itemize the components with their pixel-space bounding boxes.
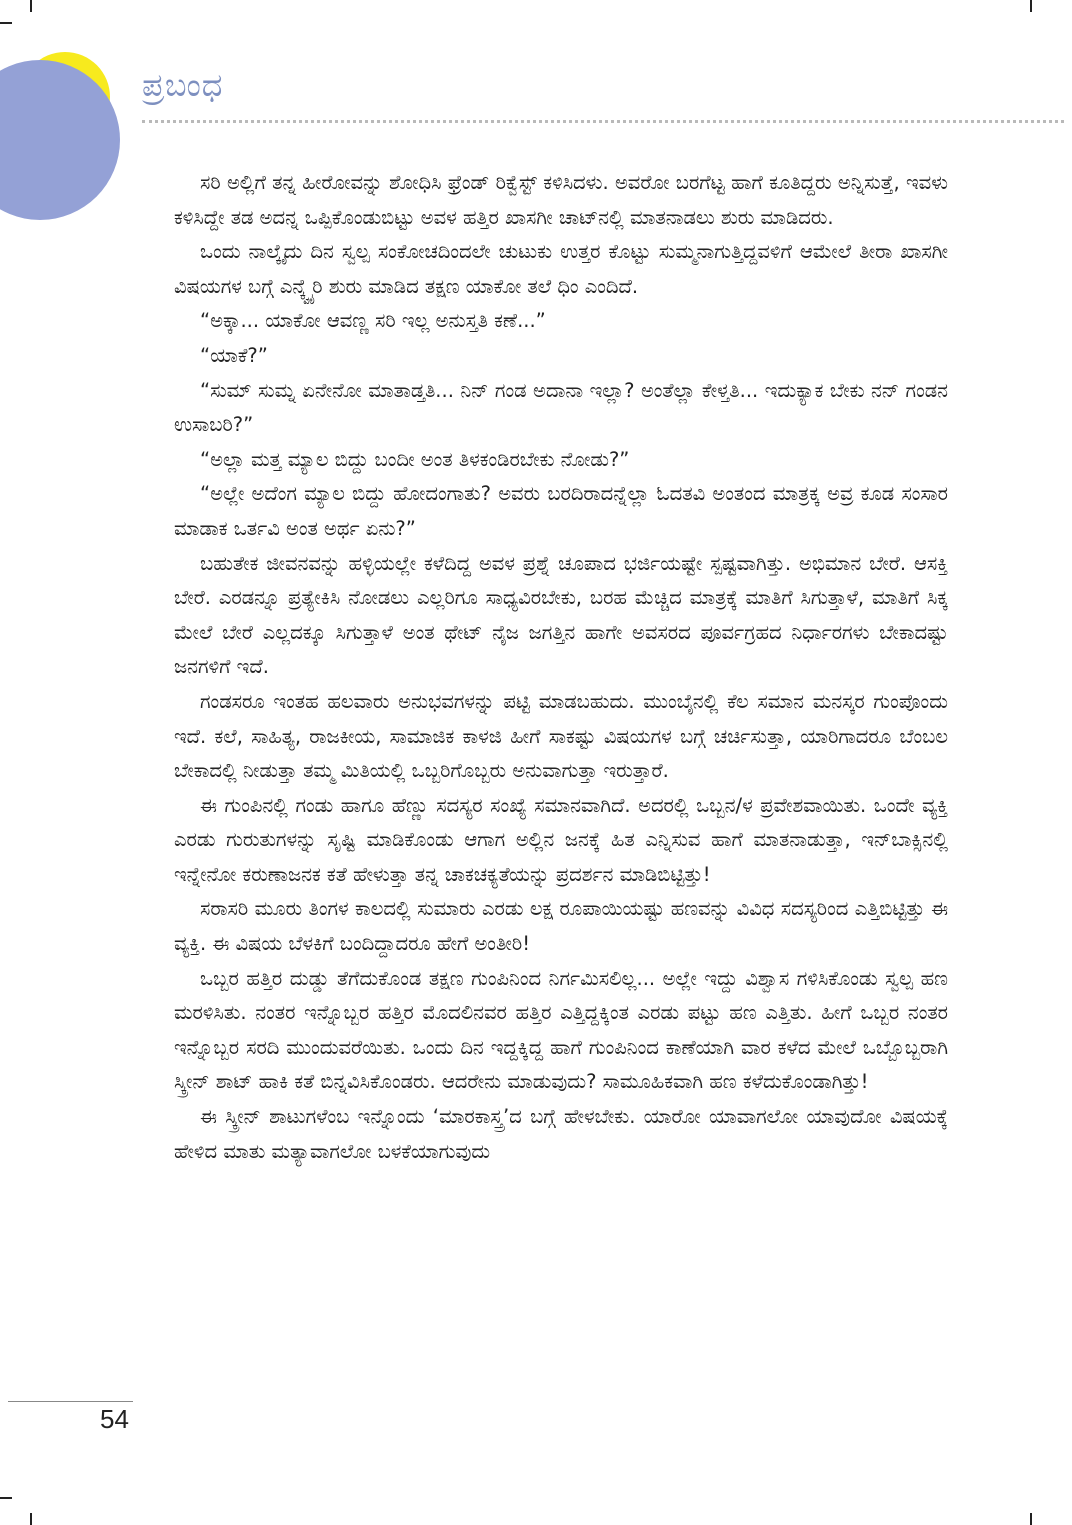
crop-mark bbox=[1030, 1513, 1032, 1525]
paragraph: ಈ ಗುಂಪಿನಲ್ಲಿ ಗಂಡು ಹಾಗೂ ಹೆಣ್ಣು ಸದಸ್ಯರ ಸಂಖ್ಯೆ ಸಮಾನವಾಗಿದೆ. ಅದರಲ್ಲಿ ಒಬ್ಬನ/ಳ ಪ್ರವೇಶವಾಯಿತು. ಒಂದೇ ವ್ಯಕ್ತಿ ಎರಡು ಗುರುತುಗಳನ್ನು ಸೃಷ್ಟಿ ಮಾಡಿಕೊಂಡು ಆಗಾಗ ಅಲ್ಲಿನ ಜನಕ್ಕೆ ಹಿತ ಎನ್ನಿಸುವ ಹಾಗೆ ಮಾತನಾಡುತ್ತಾ, ಇನ್‌ಬಾಕ್ಸಿನಲ್ಲಿ ಇನ್ನೇನೋ ಕರುಣಾಜನಕ ಕತೆ ಹೇಳುತ್ತಾ ತನ್ನ ಚಾಕಚಕ್ಯತೆಯನ್ನು ಪ್ರದರ್ಶನ ಮಾಡಿಬಿಟ್ಟಿತ್ತು! bbox=[174, 793, 948, 886]
section-title: ಪ್ರಬಂಧ bbox=[142, 66, 224, 104]
crop-mark bbox=[30, 0, 32, 12]
paragraph: “ಸುಮ್ ಸುಮ್ನ ಏನೇನೋ ಮಾತಾಡ್ತತಿ... ನಿನ್ ಗಂಡ ಅದಾನಾ ಇಲ್ಲಾ? ಅಂತೆಲ್ಲಾ ಕೇಳ್ತತಿ... ಇದುಕ್ಯಾಕ ಬೇಕು ನನ್ ಗಂಡನ ಉಸಾಬರಿ?” bbox=[174, 378, 948, 437]
paragraph: ಒಬ್ಬರ ಹತ್ತಿರ ದುಡ್ಡು ತೆಗೆದುಕೊಂಡ ತಕ್ಷಣ ಗುಂಪಿನಿಂದ ನಿರ್ಗಮಿಸಲಿಲ್ಲ... ಅಲ್ಲೇ ಇದ್ದು ವಿಶ್ವಾಸ ಗಳಿಸಿಕೊಂಡು ಸ್ವಲ್ಪ ಹಣ ಮರಳಿಸಿತು. ನಂತರ ಇನ್ನೊಬ್ಬರ ಹತ್ತಿರ ಮೊದಲಿನವರ ಹತ್ತಿರ ಎತ್ತಿದ್ದಕ್ಕಿಂತ ಎರಡು ಪಟ್ಟು ಹಣ ಎತ್ತಿತು. ಹೀಗೆ ಒಬ್ಬರ ನಂತರ ಇನ್ನೊಬ್ಬರ ಸರದಿ ಮುಂದುವರೆಯಿತು. ಒಂದು ದಿನ ಇದ್ದಕ್ಕಿದ್ದ ಹಾಗೆ ಗುಂಪಿನಿಂದ ಕಾಣೆಯಾಗಿ ವಾರ ಕಳೆದ ಮೇಲೆ ಒಬ್ಬೊಬ್ಬರಾಗಿ ಸ್ಕ್ರೀನ್ ಶಾಟ್ ಹಾಕಿ ಕತೆ ಬಿನ್ನವಿಸಿಕೊಂಡರು. ಆದರೇನು ಮಾಡುವುದು? ಸಾಮೂಹಿಕವಾಗಿ ಹಣ ಕಳೆದುಕೊಂಡಾಗಿತ್ತು! bbox=[174, 966, 948, 1094]
paragraph: ಬಹುತೇಕ ಜೀವನವನ್ನು ಹಳ್ಳಿಯಲ್ಲೇ ಕಳೆದಿದ್ದ ಅವಳ ಪ್ರಶ್ನೆ ಚೂಪಾದ ಭರ್ಜಿಯಷ್ಟೇ ಸ್ಪಷ್ಟವಾಗಿತ್ತು. ಅಭಿಮಾನ ಬೇರೆ. ಆಸಕ್ತಿ ಬೇರೆ. ಎರಡನ್ನೂ ಪ್ರತ್ಯೇಕಿಸಿ ನೋಡಲು ಎಲ್ಲರಿಗೂ ಸಾಧ್ಯವಿರಬೇಕು, ಬರಹ ಮೆಚ್ಚಿದ ಮಾತ್ರಕ್ಕೆ ಮಾತಿಗೆ ಸಿಗುತ್ತಾಳೆ, ಮಾತಿಗೆ ಸಿಕ್ಕ ಮೇಲೆ ಬೇರೆ ಎಲ್ಲದಕ್ಕೂ ಸಿಗುತ್ತಾಳೆ ಅಂತ ಥೇಟ್ ನೈಜ ಜಗತ್ತಿನ ಹಾಗೇ ಅವಸರದ ಪೂರ್ವಗ್ರಹದ ನಿರ್ಧಾರಗಳು ಬೇಕಾದಷ್ಟು ಜನಗಳಿಗೆ ಇದೆ. bbox=[174, 551, 948, 679]
article-body bbox=[174, 166, 948, 1169]
paragraph: “ಯಾಕೆ?” bbox=[200, 343, 268, 367]
paragraph: ಒಂದು ನಾಲ್ಕೈದು ದಿನ ಸ್ವಲ್ಪ ಸಂಕೋಚದಿಂದಲೇ ಚುಟುಕು ಉತ್ತರ ಕೊಟ್ಟು ಸುಮ್ಮನಾಗುತ್ತಿದ್ದವಳಿಗೆ ಆಮೇಲೆ ತೀರಾ ಖಾಸಗೀ ವಿಷಯಗಳ ಬಗ್ಗೆ ಎನ್ಕ್ವೈರಿ ಶುರು ಮಾಡಿದ ತಕ್ಷಣ ಯಾಕೋ ತಲೆ ಧಿಂ ಎಂದಿದೆ. bbox=[174, 240, 948, 298]
crop-mark bbox=[0, 22, 12, 24]
paragraph: ಸರಾಸರಿ ಮೂರು ತಿಂಗಳ ಕಾಲದಲ್ಲಿ ಸುಮಾರು ಎರಡು ಲಕ್ಷ ರೂಪಾಯಿಯಷ್ಟು ಹಣವನ್ನು ವಿವಿಧ ಸದಸ್ಯರಿಂದ ಎತ್ತಿಬಿಟ್ಟಿತ್ತು ಈ ವ್ಯಕ್ತಿ. ಈ ವಿಷಯ ಬೆಳಕಿಗೆ ಬಂದಿದ್ದಾದರೂ ಹೇಗೆ ಅಂತೀರಿ! bbox=[174, 897, 948, 956]
paragraph: “ಅಲ್ಲೇ ಅದೆಂಗ ಮ್ಯಾಲ ಬಿದ್ದು ಹೋದಂಗಾತು? ಅವರು ಬರದಿರಾದನ್ನೆಲ್ಲಾ ಓದತವಿ ಅಂತಂದ ಮಾತ್ರಕ್ಕ ಅವ್ರ ಕೂಡ ಸಂಸಾರ ಮಾಡಾಕ ಒರ್ತವಿ ಅಂತ ಅರ್ಥ ಏನು?” bbox=[174, 482, 948, 540]
crop-mark bbox=[1030, 0, 1032, 12]
footer-rule bbox=[8, 1401, 133, 1402]
page-number: 54 bbox=[100, 1404, 129, 1434]
paragraph: “ಅಲ್ಲಾ ಮತ್ತ ಮ್ಯಾಲ ಬಿದ್ದು ಬಂದೀ ಅಂತ ತಿಳಕಂಡಿರಬೇಕು ನೋಡು?” bbox=[200, 447, 630, 471]
crop-mark bbox=[30, 1513, 32, 1525]
paragraph: ಗಂಡಸರೂ ಇಂತಹ ಹಲವಾರು ಅನುಭವಗಳನ್ನು ಪಟ್ಟಿ ಮಾಡಬಹುದು. ಮುಂಬೈನಲ್ಲಿ ಕೆಲ ಸಮಾನ ಮನಸ್ಕರ ಗುಂಪೊಂದು ಇದೆ. ಕಲೆ, ಸಾಹಿತ್ಯ, ರಾಜಕೀಯ, ಸಾಮಾಜಿಕ ಕಾಳಜಿ ಹೀಗೆ ಸಾಕಷ್ಟು ವಿಷಯಗಳ ಬಗ್ಗೆ ಚರ್ಚಿಸುತ್ತಾ, ಯಾರಿಗಾದರೂ ಬೆಂಬಲ ಬೇಕಾದಲ್ಲಿ ನೀಡುತ್ತಾ ತಮ್ಮ ಮಿತಿಯಲ್ಲಿ ಒಬ್ಬರಿಗೊಬ್ಬರು ಅನುವಾಗುತ್ತಾ ಇರುತ್ತಾರೆ. bbox=[174, 689, 948, 783]
paragraph: “ಅಕ್ಕಾ... ಯಾಕೋ ಆವಣ್ಣ ಸರಿ ಇಲ್ಲ ಅನುಸ್ತತಿ ಕಣೆ...” bbox=[200, 309, 546, 333]
crop-mark bbox=[0, 1497, 12, 1499]
paragraph: ಸರಿ ಅಲ್ಲಿಗೆ ತನ್ನ ಹೀರೋವನ್ನು ಶೋಧಿಸಿ ಫ್ರೆಂಡ್ ರಿಕ್ವೆಸ್ಟ್ ಕಳಿಸಿದಳು. ಅವರೋ ಬರಗೆಟ್ಟ ಹಾಗೆ ಕೂತಿದ್ದರು ಅನ್ನಿಸುತ್ತೆ, ಇವಳು ಕಳಿಸಿದ್ದೇ ತಡ ಅದನ್ನ ಒಪ್ಪಿಕೊಂಡುಬಿಟ್ಟು ಅವಳ ಹತ್ತಿರ ಖಾಸಗೀ ಚಾಟ್‌ನಲ್ಲಿ ಮಾತನಾಡಲು ಶುರು ಮಾಡಿದರು. bbox=[174, 171, 948, 229]
paragraph: ಈ ಸ್ಕ್ರೀನ್ ಶಾಟುಗಳೆಂಬ ಇನ್ನೊಂದು ‘ಮಾರಕಾಸ್ತ್ರ’ದ ಬಗ್ಗೆ ಹೇಳಬೇಕು. ಯಾರೋ ಯಾವಾಗಲೋ ಯಾವುದೋ ವಿಷಯಕ್ಕೆ ಹೇಳಿದ ಮಾತು ಮತ್ಯಾವಾಗಲೋ ಬಳಕೆಯಾಗುವುದು bbox=[174, 1105, 948, 1163]
dotted-divider bbox=[142, 120, 1064, 123]
